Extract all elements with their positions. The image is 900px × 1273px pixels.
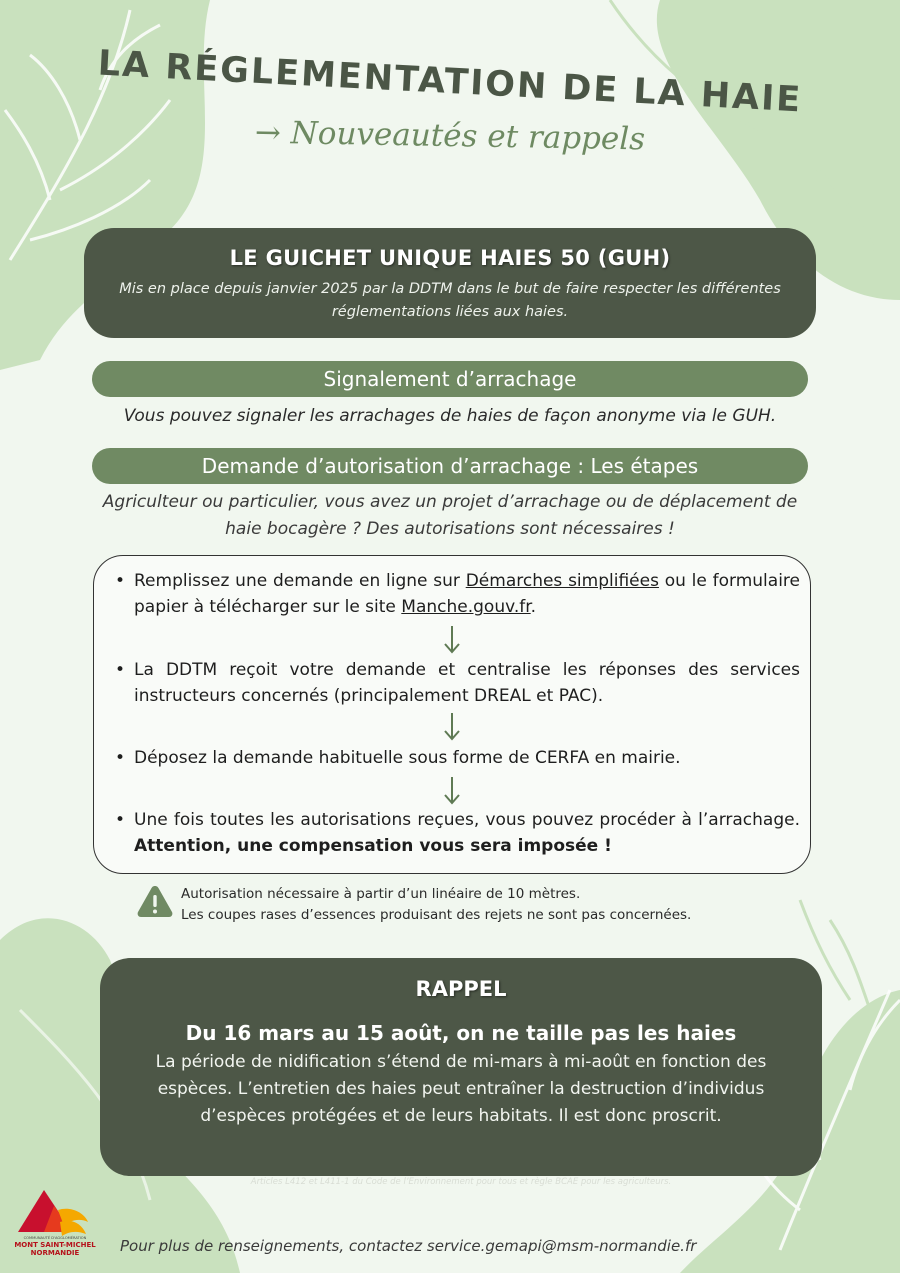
warning-triangle-icon <box>136 884 174 918</box>
step-ddtm-review: • La DDTM reçoit votre demande et centralise les réponses des services instructeurs concernés (principalement DREAL et PAC). <box>134 657 800 709</box>
logo-name <box>10 1241 100 1257</box>
guh-title: LE GUICHET UNIQUE HAIES 50 (GUH) <box>229 246 671 270</box>
step4-text: Une fois toutes les autorisations reçues, vous pouvez procéder à l’arrachage. <box>134 810 800 830</box>
signalement-text: Vous pouvez signaler les arrachages de haies de façon anonyme via le GUH. <box>123 406 777 426</box>
step-cerfa: • Déposez la demande habituelle sous forme de CERFA en mairie. <box>134 745 800 771</box>
logo-name-line-2: NORMANDIE <box>30 1249 80 1257</box>
arrow-down-icon <box>440 624 464 654</box>
logo-name-line-1: MONT SAINT-MICHEL <box>14 1241 96 1249</box>
rappel-body: La période de nidification s’étend de mi-mars à mi-août en fonction des espèces. L’entretien des haies peut entraîner la destruction d’individus d’espèces protégées et de leurs habitats. Il est donc proscrit. <box>155 1052 767 1126</box>
signalement-heading: Signalement d’arrachage <box>92 361 808 397</box>
contact-line: Pour plus de renseignements, contactez service.gemapi@msm-normandie.fr <box>120 1237 697 1255</box>
guh-description: Mis en place depuis janvier 2025 par la DDTM dans le but de faire respecter les différentes réglementations liées aux haies. <box>119 281 781 320</box>
warning-line-2: Les coupes rases d’essences produisant des rejets ne sont pas concernées. <box>181 907 692 923</box>
manche-gouv-link[interactable]: Manche.gouv.fr <box>401 597 531 617</box>
rappel-title: RAPPEL <box>415 977 507 1001</box>
demarches-simplifiees-link[interactable]: Démarches simplifiées <box>465 571 659 591</box>
rappel-headline: Du 16 mars au 15 août, on ne taille pas les haies <box>185 1021 737 1045</box>
page-title: LA RÉGLEMENTATION DE LA HAIE <box>96 43 804 121</box>
compensation-warning: Attention, une compensation vous sera imposée ! <box>134 836 612 856</box>
steps-panel <box>93 555 811 874</box>
demande-heading: Demande d’autorisation d’arrachage : Les étapes <box>92 448 808 484</box>
step1-text-c: . <box>530 597 537 617</box>
page-subtitle: → Nouveautés et rappels <box>254 114 646 158</box>
logo-caption: COMMUNAUTÉ D'AGGLOMÉRATION <box>23 1236 87 1240</box>
warning-line-1: Autorisation nécessaire à partir d’un linéaire de 10 mètres. <box>181 886 581 902</box>
guh-banner <box>84 228 816 338</box>
warning-note <box>181 884 781 926</box>
step-arrachage <box>134 807 800 859</box>
step-online-request <box>134 568 800 620</box>
arrow-down-icon <box>440 711 464 741</box>
legal-reference: Articles L412 et L411-1 du Code de l’Environnement pour tous et règle BCAE pour les agriculteurs. <box>250 1177 672 1187</box>
rappel-banner <box>100 958 822 1187</box>
arrow-down-icon <box>440 775 464 805</box>
step1-text-a: Remplissez une demande en ligne sur <box>134 571 466 591</box>
step1-text-b: ou le formulaire papier à télécharger sur le site <box>134 571 800 617</box>
demande-text: Agriculteur ou particulier, vous avez un projet d’arrachage ou de déplacement de haie bocagère ? Des autorisations sont nécessaires ! <box>102 492 798 539</box>
